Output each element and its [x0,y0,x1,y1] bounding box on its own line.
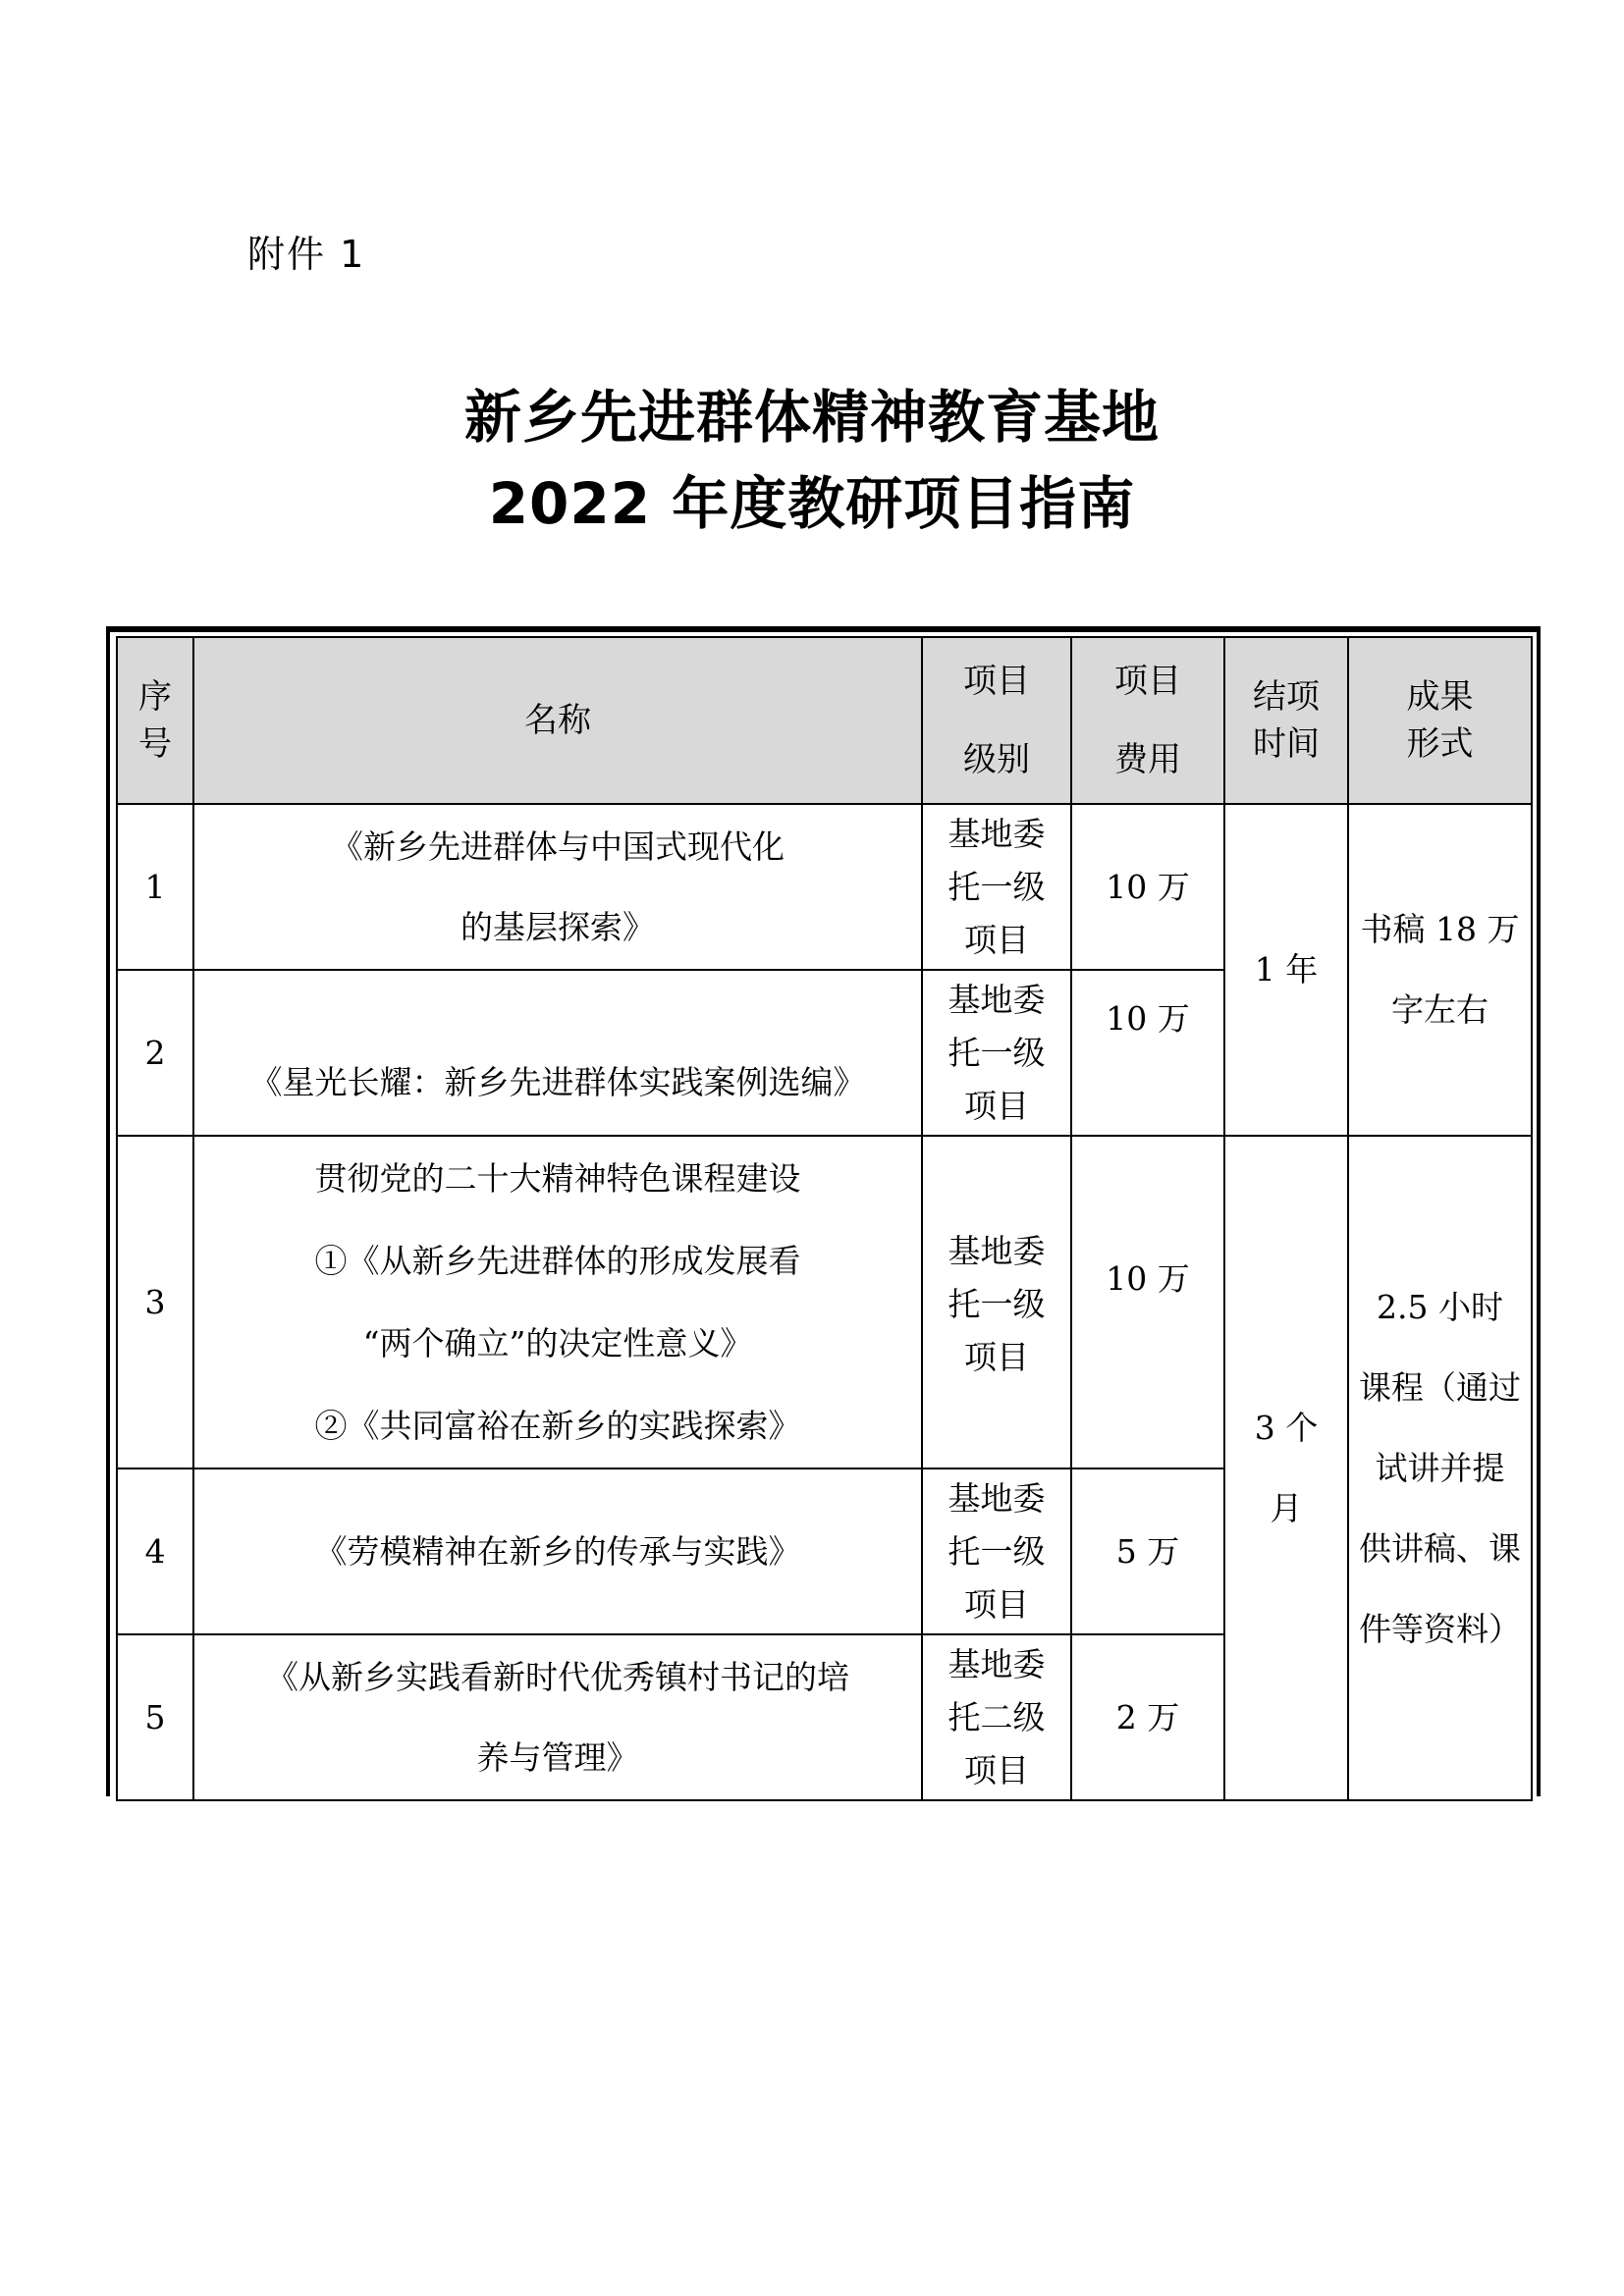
row-cost: 5 万 [1071,1468,1224,1634]
row-seq: 4 [117,1468,193,1634]
table-header-row [117,637,1532,804]
row-cost: 10 万 [1071,1136,1224,1468]
row-level: 基地委 托一级 项目 [922,804,1071,970]
result-form-group-b: 2.5 小时 课程（通过 试讲并提 供讲稿、课 件等资料） [1348,1136,1532,1800]
row-seq: 2 [117,970,193,1136]
row-seq: 3 [117,1136,193,1468]
document-title-line-2: 2022 年度教研项目指南 [488,470,1136,537]
header-completion-time: 结项 时间 [1224,637,1348,804]
row-name: 《从新乡实践看新时代优秀镇村书记的培 养与管理》 [193,1634,922,1800]
row-level: 基地委 托一级 项目 [922,1136,1071,1468]
header-level: 项目 级别 [922,637,1071,804]
project-guide-table [116,636,1533,1801]
header-result-form: 成果 形式 [1348,637,1532,804]
row-level: 基地委 托二级 项目 [922,1634,1071,1800]
attachment-label: 附件 1 [247,233,366,276]
row-name: 贯彻党的二十大精神特色课程建设 ①《从新乡先进群体的形成发展看 “两个确立”的决定性意义》 ②《共同富裕在新乡的实践探索》 [193,1136,922,1468]
row-seq: 5 [117,1634,193,1800]
row-cost: 2 万 [1071,1634,1224,1800]
header-cost: 项目 费用 [1071,637,1224,804]
row-level: 基地委 托一级 项目 [922,1468,1071,1634]
row-level: 基地委 托一级 项目 [922,970,1071,1136]
table-row [117,1136,1532,1468]
header-seq: 序 号 [117,637,193,804]
row-name: 《新乡先进群体与中国式现代化 的基层探索》 [193,804,922,970]
row-cost: 10 万 [1071,970,1224,1136]
completion-time-group-b: 3 个 月 [1224,1136,1348,1800]
header-name: 名称 [193,637,922,804]
document-title-line-1: 新乡先进群体精神教育基地 [463,384,1160,451]
row-cost: 10 万 [1071,804,1224,970]
row-name: 《星光长耀：新乡先进群体实践案例选编》 [193,970,922,1136]
row-name: 《劳模精神在新乡的传承与实践》 [193,1468,922,1634]
row-seq: 1 [117,804,193,970]
table-row [117,804,1532,970]
completion-time-group-a: 1 年 [1224,804,1348,1136]
result-form-group-a: 书稿 18 万 字左右 [1348,804,1532,1136]
